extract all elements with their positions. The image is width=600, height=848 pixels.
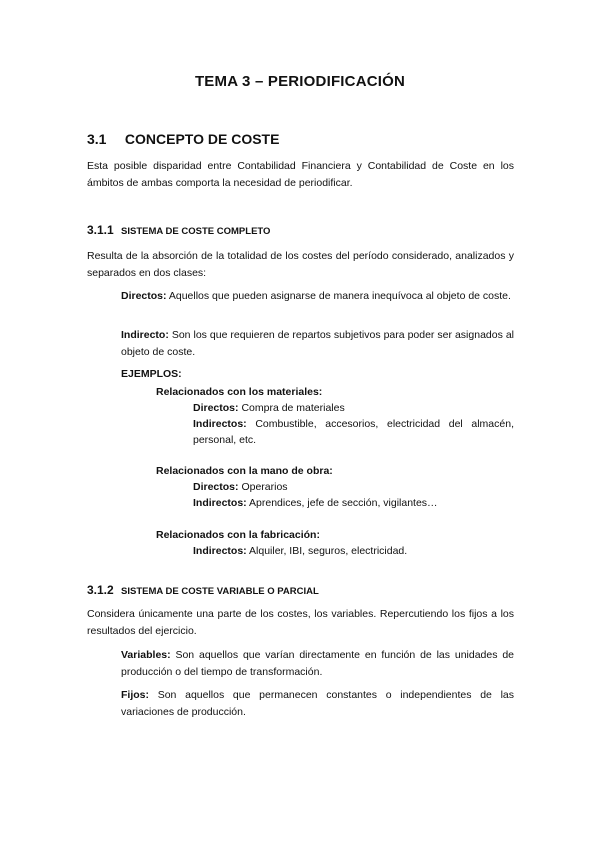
mano-obra-directos: Directos: Operarios <box>193 481 288 493</box>
variables-definition <box>121 647 514 681</box>
fabricacion-indirectos: Indirectos: Alquiler, IBI, seguros, electricidad. <box>193 545 408 557</box>
directos-definition <box>121 288 514 305</box>
section-3-1-2-paragraph: Considera únicamente una parte de los costes, los variables. Repercutiendo los fijos a los resultados del ejercicio. <box>87 608 514 637</box>
document-title: TEMA 3 – PERIODIFICACIÓN <box>194 73 406 90</box>
materiales-directos: Directos: Compra de materiales <box>193 402 345 414</box>
variables-text: Son aquellos que varían directamente en función de las unidades de producción o del tiempo de transformación. <box>121 649 514 678</box>
section-3-1-2-title: SISTEMA DE COSTE VARIABLE O PARCIAL <box>121 586 319 597</box>
section-3-1-2-number: 3.1.2 <box>87 583 114 597</box>
mano-obra-heading: Relacionados con la mano de obra: <box>156 465 333 477</box>
mano-obra-indirectos: Indirectos: Aprendices, jefe de sección, vigilantes… <box>193 497 438 509</box>
fabricacion-heading: Relacionados con la fabricación: <box>156 529 320 541</box>
fijos-text: Son aquellos que permanecen constantes o independientes de las variaciones de producción. <box>121 689 514 718</box>
section-3-1-number: 3.1 <box>87 131 107 147</box>
section-3-1-1-paragraph: Resulta de la absorción de la totalidad de los costes del período considerado, analizados y separados en dos clases: <box>87 250 514 279</box>
ejemplos-heading: EJEMPLOS: <box>121 368 182 380</box>
fijos-definition <box>121 687 514 721</box>
indirecto-definition <box>121 327 514 361</box>
fijos-label: Fijos: <box>121 689 149 701</box>
directos-text: Aquellos que pueden asignarse de manera inequívoca al objeto de coste. <box>168 290 511 302</box>
section-3-1-heading <box>87 131 279 147</box>
materiales-heading: Relacionados con los materiales: <box>156 386 323 398</box>
section-3-1-title: CONCEPTO DE COSTE <box>124 131 280 147</box>
directos-label: Directos: <box>121 290 167 302</box>
section-3-1-1-number: 3.1.1 <box>87 223 114 237</box>
indirecto-text: Son los que requieren de repartos subjetivos para poder ser asignados al objeto de coste. <box>121 329 514 358</box>
variables-label: Variables: <box>121 649 171 661</box>
section-3-1-2-heading <box>87 583 319 597</box>
section-3-1-1-title: SISTEMA DE COSTE COMPLETO <box>121 226 271 237</box>
materiales-indirectos: Indirectos: Combustible, accesorios, electricidad del almacén, personal, etc. <box>193 418 514 446</box>
section-3-1-paragraph: Esta posible disparidad entre Contabilidad Financiera y Contabilidad de Coste en los ámbitos de ambas comporta la necesidad de periodificar. <box>87 160 514 189</box>
section-3-1-1-heading <box>87 223 270 237</box>
indirecto-label: Indirecto: <box>121 329 169 341</box>
